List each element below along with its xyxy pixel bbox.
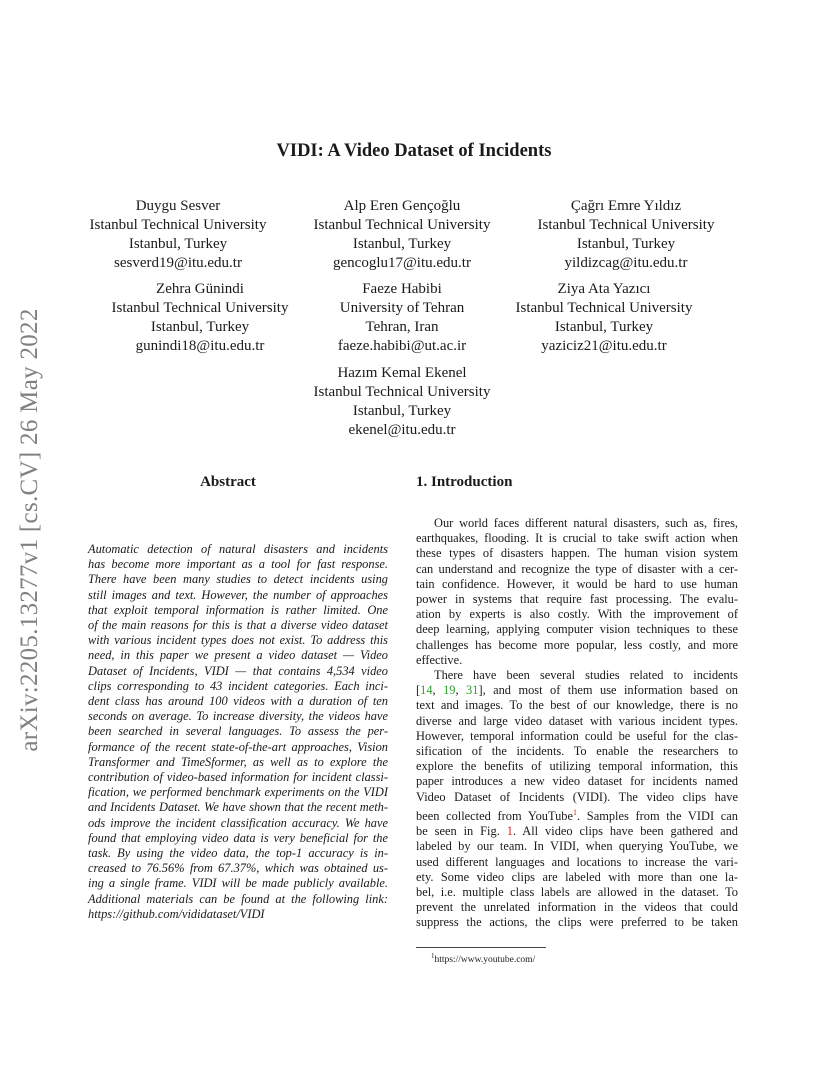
author-block: [302, 197, 502, 273]
text-line: fication, we performed benchmark experiments on the VIDI: [88, 785, 388, 800]
text-line: However, temporal information could be useful for the clas-: [416, 728, 738, 743]
author-affiliation: University of Tehran: [339, 300, 465, 316]
author-block: [302, 280, 502, 356]
text-line: Our world faces different natural disasters, such as, fires,: [434, 516, 738, 530]
text-line: [416, 805, 738, 824]
text-line: seconds on average. To increase diversity, the videos have: [88, 709, 388, 724]
text-line: explore the benefits of utilizing temporal information, this: [416, 759, 738, 774]
citation-link[interactable]: 31: [466, 683, 479, 698]
author-email: gunindi18@itu.edu.tr: [135, 338, 265, 354]
footnote-link[interactable]: 1: [573, 807, 577, 817]
footnote-rule: [416, 947, 546, 948]
text-line: task. By using the video data, the top-1 accuracy is in-: [88, 846, 388, 861]
figure-link[interactable]: 1: [506, 824, 513, 839]
text-line: effective.: [416, 652, 463, 667]
author-location: Istanbul, Turkey: [576, 236, 676, 252]
introduction-heading: 1. Introduction: [416, 474, 513, 490]
author-affiliation: Istanbul Technical University: [111, 300, 289, 316]
text-line: prevent the unrelated information in the videos that could: [416, 900, 738, 915]
text-line: that exploit temporal information is rather limited. One: [88, 602, 388, 617]
bracket: [: [416, 683, 421, 698]
text-line: ation by experts is also costly. With the improvement of: [416, 607, 738, 622]
text-line: ety. Some video clips are labeled with more than one la-: [416, 869, 738, 884]
author-email: yildizcag@itu.edu.tr: [564, 255, 688, 271]
author-email: faeze.habibi@ut.ac.ir: [337, 338, 467, 354]
author-block: [504, 280, 704, 356]
text-line: with various incident types does not exist. To address this: [88, 633, 388, 648]
text-line: clips corresponding to 43 incident categories. Each inci-: [88, 678, 388, 693]
text-line: deep learning, applying computer vision techniques to these: [416, 622, 738, 637]
text-line: found that employing video data is very beneficial for the: [88, 830, 388, 845]
text-line: text and images. To the best of our knowledge, there is no: [416, 698, 738, 713]
author-name: Duygu Sesver: [135, 198, 221, 214]
text-line: been searched in several languages. To assess the per-: [88, 724, 388, 739]
author-affiliation: Istanbul Technical University: [313, 384, 491, 400]
abstract-body: [88, 542, 388, 922]
author-name: Hazım Kemal Ekenel: [337, 365, 467, 381]
author-location: Istanbul, Turkey: [352, 403, 452, 419]
author-email: yaziciz21@itu.edu.tr: [541, 338, 667, 354]
text-line: bel, i.e. multiple class labels are allowed in the dataset. To: [416, 885, 738, 899]
footnote-url[interactable]: https://www.youtube.com/: [434, 955, 536, 966]
author-location: Istanbul, Turkey: [150, 319, 250, 335]
author-name: Zehra Günindi: [156, 281, 244, 297]
arxiv-side-stamp: [0, 270, 60, 790]
footnote: [431, 952, 535, 965]
abstract-heading: Abstract: [200, 474, 256, 490]
citation-link[interactable]: 19: [443, 683, 456, 698]
author-location: Istanbul, Turkey: [352, 236, 452, 252]
author-name: Çağrı Emre Yıldız: [570, 198, 682, 214]
text-line: labeled by our team. In VIDI, when querying YouTube, we: [416, 839, 738, 854]
text-fragment: ], and most of them use information based on: [478, 683, 738, 698]
separator: ,: [455, 683, 467, 698]
author-name: Faeze Habibi: [362, 281, 442, 297]
separator: ,: [432, 683, 444, 698]
text-fragment: been collected from YouTube: [416, 808, 573, 823]
text-line: Automatic detection of natural disasters and incidents: [88, 542, 388, 556]
author-location: Istanbul, Turkey: [554, 319, 654, 335]
text-line: power in systems that require fast processing. The evalu-: [416, 592, 738, 607]
paper-title: VIDI: A Video Dataset of Incidents: [276, 141, 552, 161]
author-block: [302, 364, 502, 440]
text-line: sification of the incidents. To enable the researchers to: [416, 744, 738, 759]
author-affiliation: Istanbul Technical University: [515, 300, 693, 316]
text-line: challenges has become more popular, less costly, and more: [416, 637, 738, 652]
text-line: [416, 824, 738, 839]
text-line: these types of disasters happen. The human vision system: [416, 546, 738, 561]
text-line: contribution of video-based information for incident classi-: [88, 770, 388, 785]
text-line: There have been several studies related to incidents: [434, 668, 738, 683]
text-line: of the main reasons for this is that a diverse video dataset: [88, 618, 388, 633]
text-line: Video Dataset of Incidents (VIDI). The video clips have: [416, 789, 738, 804]
author-affiliation: Istanbul Technical University: [313, 217, 491, 233]
text-line: and Incidents Dataset. We have shown that the recent meth-: [88, 800, 388, 815]
text-line: has become more important as a tool for fast response.: [88, 557, 388, 572]
arxiv-identifier: arXiv:2205.13277v1 [cs.CV] 26 May 2022: [16, 308, 43, 752]
text-line: Transformer and TimeSformer, as well as to explore the: [88, 754, 388, 769]
text-line: ing a single frame. VIDI will be made publicly available.: [88, 876, 388, 891]
text-line: suppress the actions, the clips were preferred to be taken: [416, 915, 738, 930]
author-location: Tehran, Iran: [365, 319, 439, 335]
text-line[interactable]: https://github.com/vididataset/VIDI: [88, 906, 265, 921]
footnote-mark: 1: [431, 952, 435, 960]
text-line: can understand and recognize the type of disaster with a cer-: [416, 561, 738, 576]
text-line: paper introduces a new video dataset for incidents named: [416, 774, 738, 789]
intro-paragraph-1: [416, 516, 738, 668]
author-email: gencoglu17@itu.edu.tr: [333, 255, 471, 271]
text-line: Dataset of Incidents, VIDI — that contains 4,534 video: [88, 663, 388, 678]
author-email: ekenel@itu.edu.tr: [348, 422, 456, 438]
author-block: [526, 197, 726, 273]
text-line: earthquakes, flooding. It is crucial to take swift action when: [416, 531, 738, 546]
text-fragment: be seen in Fig.: [416, 824, 507, 839]
author-affiliation: Istanbul Technical University: [537, 217, 715, 233]
text-line: Additional materials can be found at the following link:: [88, 891, 388, 906]
text-line: ods improve the incident classification accuracy. We have: [88, 815, 388, 830]
introduction-body: [416, 516, 738, 931]
text-line: formance of the recent state-of-the-art approaches, Vision: [88, 739, 388, 754]
text-line: diverse and large video dataset with various incident types.: [416, 713, 738, 728]
author-affiliation: Istanbul Technical University: [89, 217, 267, 233]
text-line: still images and text. However, the number of approaches: [88, 587, 388, 602]
text-line: used different languages and locations to increase the vari-: [416, 854, 738, 869]
text-line: creased to 76.56% from 67.37%, which was obtained us-: [88, 861, 388, 876]
text-line: dent class has around 100 videos with a duration of ten: [88, 694, 388, 709]
text-line: [416, 683, 738, 698]
author-email: sesverd19@itu.edu.tr: [114, 255, 242, 271]
intro-paragraph-2: [416, 668, 738, 931]
text-line: There have been many studies to detect incidents using: [88, 572, 388, 587]
author-block: [78, 197, 278, 273]
text-line: need, in this paper we present a video dataset — Video: [88, 648, 388, 663]
text-fragment: . Samples from the VIDI can: [577, 808, 738, 823]
author-block: [100, 280, 300, 356]
citation-link[interactable]: 14: [420, 683, 433, 698]
author-name: Ziya Ata Yazıcı: [557, 281, 651, 297]
author-name: Alp Eren Gençoğlu: [343, 198, 461, 214]
text-fragment: . All video clips have been gathered and: [512, 824, 738, 839]
author-location: Istanbul, Turkey: [128, 236, 228, 252]
text-line: tain confidence. However, it would be hard to use human: [416, 576, 738, 591]
